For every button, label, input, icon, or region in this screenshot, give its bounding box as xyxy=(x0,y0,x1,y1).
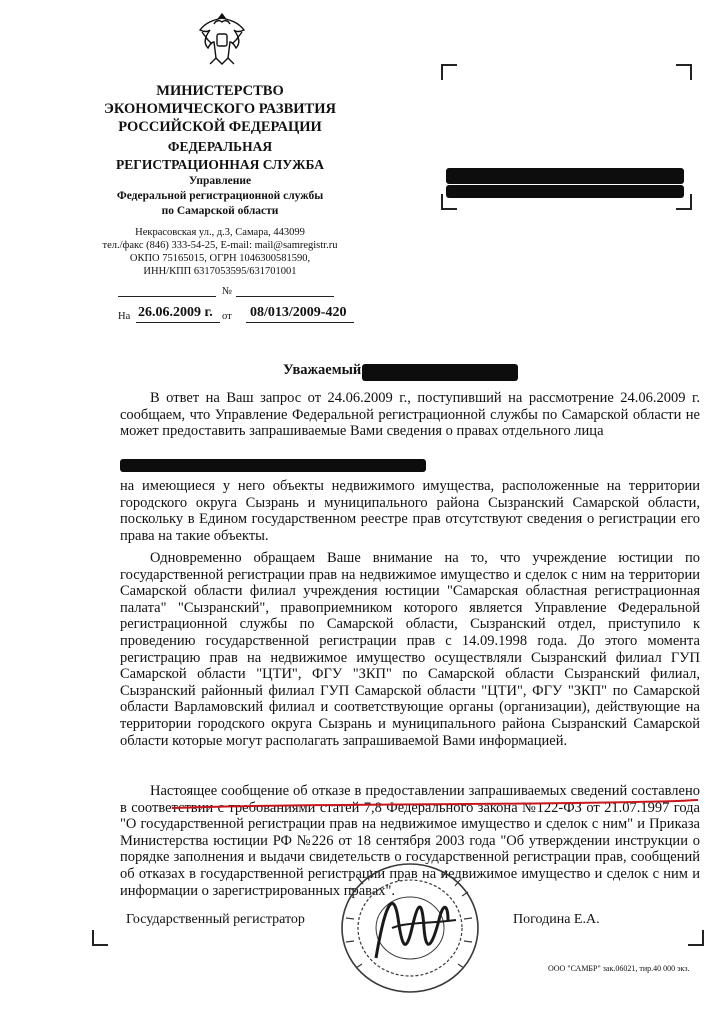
on-label: На xyxy=(118,311,131,322)
signatory-name: Погодина Е.А. xyxy=(513,912,600,927)
from-label: от xyxy=(222,311,232,322)
outgoing-number: 08/013/2009-420 xyxy=(250,305,347,320)
blank-number-line xyxy=(236,296,334,297)
service-name: ФЕДЕРАЛЬНАЯ РЕГИСТРАЦИОННАЯ СЛУЖБА xyxy=(116,139,324,172)
paragraph-2: Одновременно обращаем Ваше внимание на то, что учреждение юстиции по государственной регистрации прав на недвижимое имущество и сделок с ним на территории Самарской области филиал учреждения юстиции "Самарская областная регистрационная палата" "Сызранский", правоприемником которого является Управление Федеральной регистрационной службы по Самарской области, Сызранский отдел, приступило к проведению государственной регистрации прав с 14.09.1998 года. До этого момента регистрацию прав на недвижимое имущество осуществляли Сызранский филиал ГУП Самарской области "ЦТИ", ФГУ "ЗКП" по Самарской области Сызранский филиал, Сызранский районный филиал ГУП Самарской области "ЦТИ", ФГУ "ЗКП" по Самарской области Варламовский филиал и соответствующие органы (организации), действующие на территории городского округа Сызрань и муниципального района Сызранский Самарской области которые могут располагать запрашиваемой Вами информацией. xyxy=(120,550,700,749)
greeting: Уважаемый xyxy=(283,362,362,378)
page-corner-bottom-right xyxy=(688,930,704,946)
paragraph-3: Настоящее сообщение об отказе в предоставлении запрашиваемых сведений составлено в соответствии с требованиями статей 7,8 Федерального закона №122-ФЗ от 21.07.1997 года "О государственной регистрации прав на недвижимое имущество и сделок с ним" и Приказа Министерства юстиции РФ №226 от 18 сентября 2003 года "Об утверждении инструкции о порядке заполнения и выдачи свидетельств о государственной регистрации прав, сообщений об отказах в государственной регистрации прав на недвижимое имущество и сделок с ним и информации о зарегистрированных правах". xyxy=(120,783,700,899)
official-seal-stamp xyxy=(336,858,484,998)
paragraph-1: В ответ на Ваш запрос от 24.06.2009 г., поступивший на рассмотрение 24.06.2009 г. сообщаем, что Управление Федеральной регистрационной службы по Самарской области не может предоставить запрашиваемые Вами сведения о правах отдельного лица xyxy=(120,390,700,440)
printer-imprint: ООО "САМБР" зак.06021, тир.40 000 экз. xyxy=(548,964,690,973)
outgoing-number-underline xyxy=(246,322,354,323)
page-corner-bottom-left xyxy=(92,930,108,946)
department-name: Управление Федеральной регистрационной службы по Самарской области xyxy=(116,175,324,217)
reply-date-underline xyxy=(136,322,220,323)
address-corner-top-left xyxy=(441,64,457,80)
number-sign: № xyxy=(222,286,233,297)
blank-date-line xyxy=(118,296,216,297)
person-name-redaction xyxy=(120,459,426,472)
ministry-name: МИНИСТЕРСТВО ЭКОНОМИЧЕСКОГО РАЗВИТИЯ РОССИЙСКОЙ ФЕДЕРАЦИИ xyxy=(104,83,336,135)
reply-date: 26.06.2009 г. xyxy=(138,305,213,320)
paragraph-1-continued: на имеющиеся у него объекты недвижимого имущества, расположенные на территории городского округа Сызрань и муниципального района Сызранский Самарской области, поскольку в Едином государственном реестре прав отсутствуют сведения о регистрации его права на такие объекты. xyxy=(120,478,700,544)
address-corner-top-right xyxy=(676,64,692,80)
recipient-address-redaction xyxy=(446,168,684,184)
signatory-position: Государственный регистратор xyxy=(126,912,305,927)
recipient-address-redaction xyxy=(446,185,684,198)
russian-coat-of-arms-icon xyxy=(196,8,248,70)
red-underline-mark xyxy=(170,799,700,811)
sender-address: Некрасовская ул., д.3, Самара, 443099 тел./факс (846) 333-54-25, E-mail: mail@samregistr.ru ОКПО 75165015, ОГРН 1046300581590, ИНН/КПП 6317053595/631701001 xyxy=(102,227,338,277)
recipient-name-redaction xyxy=(362,364,518,381)
